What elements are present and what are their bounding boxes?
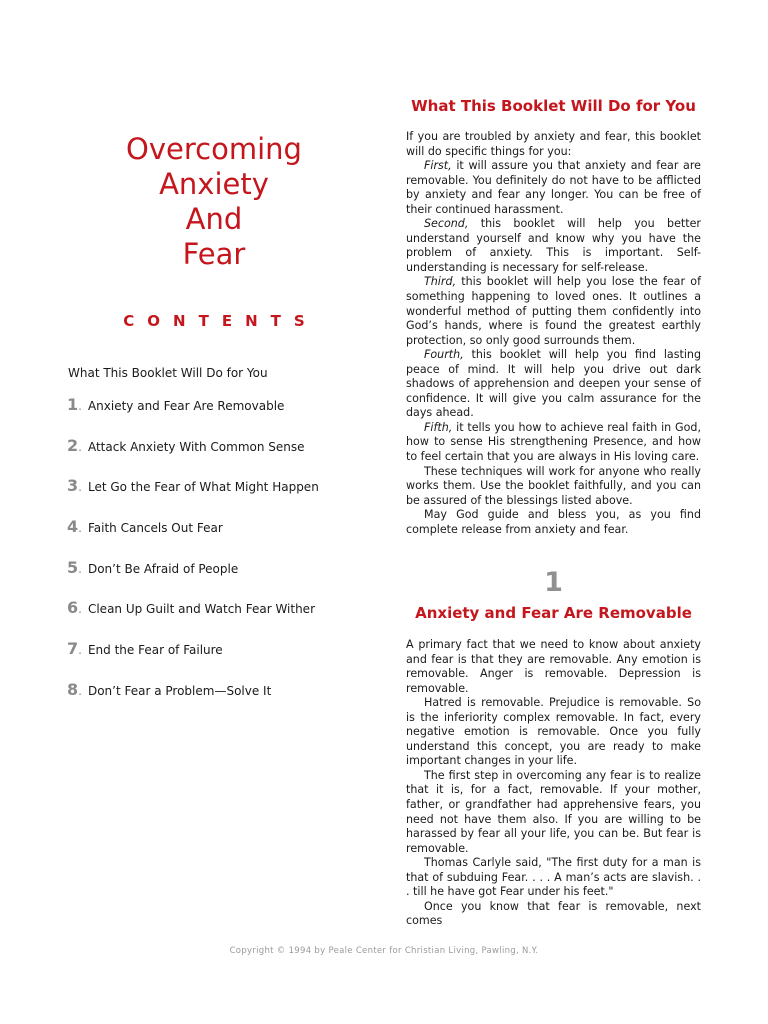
paragraph-text: May God guide and bless you, as you find complete release from anxiety and fear. xyxy=(406,508,701,536)
paragraph-text: it will assure you that anxiety and fear are removable. You definitely do not have to be afflicted by anxiety and fear any longer. You can be free of their continued harassment. xyxy=(406,159,701,216)
booklet-title xyxy=(98,132,330,272)
ordinal-word: Third, xyxy=(424,275,457,289)
toc-item: 8 . Don’t Fear a Problem—Solve It xyxy=(67,679,272,699)
chapter-number: 1 xyxy=(544,567,563,598)
toc-label: Let Go the Fear of What Might Happen xyxy=(87,480,319,495)
title-line: Overcoming xyxy=(126,132,302,166)
toc-number: 2 xyxy=(67,435,79,455)
intro-paragraph xyxy=(406,348,701,421)
title-line: And xyxy=(185,202,243,236)
paragraph-text: These techniques will work for anyone who really works them. Use the booklet faithfully, and you can be assured of the blessings listed above. xyxy=(406,464,701,507)
paragraph-text: this booklet will help you find lasting peace of mind. It will help you drive out dark shadows of apprehension and deepen your sense of confidence. It will give you calm assurance for the days ahead. xyxy=(406,348,701,420)
toc-number: 8 xyxy=(67,679,79,699)
toc-number: 5 xyxy=(67,557,79,577)
title-line: Fear xyxy=(182,237,246,271)
chapter-lead-paragraph: A primary fact that we need to know about anxiety and fear is that they are removable. Any emotion is removable. Anger is removable. Depression is removable. xyxy=(406,638,701,695)
ordinal-word: First, xyxy=(424,159,452,173)
toc-label: Anxiety and Fear Are Removable xyxy=(87,399,285,413)
paragraph-text: this booklet will help you better understand yourself and know why you have the problem of anxiety. This is important. Self-understanding is necessary for self-release. xyxy=(406,217,701,274)
intro-section-body xyxy=(406,130,701,537)
title-line: Anxiety xyxy=(159,167,269,201)
intro-paragraph xyxy=(406,275,701,348)
toc-item: 2 . Attack Anxiety With Common Sense xyxy=(67,435,305,455)
toc-number: 6 xyxy=(67,598,79,618)
paragraph-text: it tells you how to achieve real faith in God, how to sense His strengthening Presence, and how to feel certain that you are always in His loving care. xyxy=(406,420,701,464)
toc-label: End the Fear of Failure xyxy=(87,643,223,658)
ordinal-word: Fifth, xyxy=(424,420,453,434)
toc-label: Don’t Be Afraid of People xyxy=(87,561,239,576)
chapter-body xyxy=(406,638,701,929)
ordinal-word: Fourth, xyxy=(424,348,464,362)
toc-item: 6 . Clean Up Guilt and Watch Fear Wither xyxy=(67,598,316,618)
intro-lead-paragraph: If you are troubled by anxiety and fear, this booklet will do specific things for you: xyxy=(406,130,701,158)
toc-number: 4 xyxy=(67,517,79,537)
chapter-paragraph: Hatred is removable. Prejudice is removable. So is the inferiority complex removable. In fact, every negative emotion is removable. Once you fully understand this concept, you are ready to make important changes in your life. xyxy=(406,696,701,768)
table-of-contents xyxy=(67,395,319,721)
toc-label: Attack Anxiety With Common Sense xyxy=(87,439,305,454)
chapter-paragraph: Once you know that fear is removable, next comes xyxy=(406,899,701,928)
paragraph-text: this booklet will help you lose the fear of something happening to loved ones. It outlines a wonderful method of putting them confidently into God’s hands, where is found the greatest earthly protection, so only good surrounds them. xyxy=(406,275,701,347)
toc-intro-entry: What This Booklet Will Do for You xyxy=(68,366,268,380)
contents-heading: CONTENTS xyxy=(123,312,318,330)
ordinal-word: Second, xyxy=(424,217,469,231)
chapter-paragraph: Thomas Carlyle said, "The first duty for a man is that of subduing Fear. . . . A man’s acts are slavish. . . till he have got Fear under his feet." xyxy=(406,856,701,899)
toc-label: Faith Cancels Out Fear xyxy=(87,521,223,536)
chapter-paragraph: The first step in overcoming any fear is to realize that it is, for a fact, removable. If your mother, father, or grandfather had apprehensive fears, you need not have them also. If you are willing to be harassed by fear all your life, you can be. But fear is removable. xyxy=(406,768,701,855)
toc-item: 1 . Anxiety and Fear Are Removable xyxy=(67,395,285,414)
toc-item: 5 . Don’t Be Afraid of People xyxy=(67,557,239,577)
toc-number: 7 xyxy=(67,639,79,659)
intro-paragraph xyxy=(406,159,701,217)
copyright-notice: Copyright © 1994 by Peale Center for Christian Living, Pawling, N.Y. xyxy=(229,946,539,956)
intro-paragraph xyxy=(406,465,701,509)
toc-number: 3 xyxy=(67,476,79,496)
toc-label: Clean Up Guilt and Watch Fear Wither xyxy=(87,602,316,617)
toc-item: 3 . Let Go the Fear of What Might Happen xyxy=(67,476,319,496)
intro-section-heading: What This Booklet Will Do for You xyxy=(411,97,696,115)
toc-label: Don’t Fear a Problem—Solve It xyxy=(87,683,272,698)
chapter-heading: Anxiety and Fear Are Removable xyxy=(415,604,692,622)
intro-paragraph xyxy=(406,217,701,275)
toc-number: 1 xyxy=(67,395,79,414)
toc-item: 7 . End the Fear of Failure xyxy=(67,639,223,659)
intro-paragraph xyxy=(406,421,701,465)
intro-paragraph xyxy=(406,508,701,537)
toc-item: 4 . Faith Cancels Out Fear xyxy=(67,517,223,537)
